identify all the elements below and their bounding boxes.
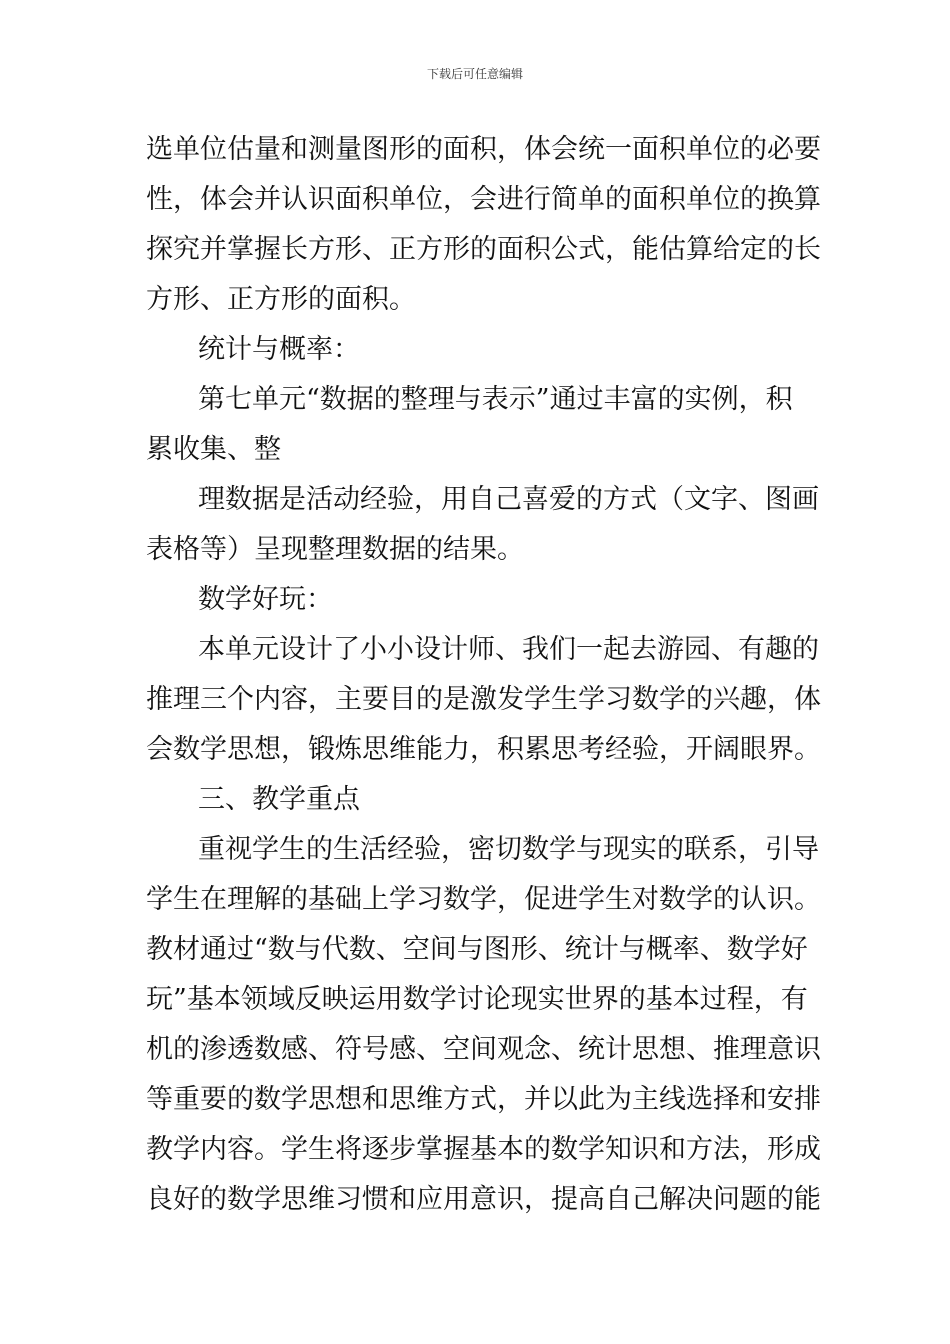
text-line: 机的渗透数感、符号感、空间观念、统计思想、推理意识 bbox=[146, 1034, 821, 1065]
section-heading: 三、教学重点 bbox=[198, 784, 360, 815]
text-line: 重视学生的生活经验，密切数学与现实的联系，引导 bbox=[198, 834, 819, 865]
section-heading: 统计与概率： bbox=[198, 334, 360, 365]
text-line: 玩”基本领域反映运用数学讨论现实世界的基本过程，有 bbox=[146, 984, 808, 1015]
text-line: 会数学思想，锻炼思维能力，积累思考经验，开阔眼界。 bbox=[146, 734, 821, 765]
text-line: 性，体会并认识面积单位，会进行简单的面积单位的换算 bbox=[146, 184, 821, 215]
text-line: 第七单元“数据的整理与表示”通过丰富的实例，积 bbox=[198, 384, 793, 415]
page-header: 下载后可任意编辑 bbox=[426, 67, 523, 81]
text-line: 方形、正方形的面积。 bbox=[146, 284, 416, 315]
text-line: 教学内容。学生将逐步掌握基本的数学知识和方法，形成 bbox=[146, 1134, 821, 1165]
text-line: 探究并掌握长方形、正方形的面积公式，能估算给定的长 bbox=[146, 234, 821, 265]
section-heading: 数学好玩： bbox=[198, 584, 333, 615]
text-line: 良好的数学思维习惯和应用意识，提高自己解决问题的能 bbox=[146, 1184, 821, 1215]
text-line: 选单位估量和测量图形的面积，体会统一面积单位的必要 bbox=[146, 134, 821, 165]
text-line: 等重要的数学思想和思维方式，并以此为主线选择和安排 bbox=[146, 1084, 821, 1115]
text-line: 本单元设计了小小设计师、我们一起去游园、有趣的 bbox=[198, 634, 819, 665]
text-line: 学生在理解的基础上学习数学，促进学生对数学的认识。 bbox=[146, 884, 821, 915]
text-line: 表格等）呈现整理数据的结果。 bbox=[146, 534, 524, 565]
text-line: 累收集、整 bbox=[146, 434, 281, 465]
text-line: 教材通过“数与代数、空间与图形、统计与概率、数学好 bbox=[146, 934, 808, 965]
text-line: 推理三个内容，主要目的是激发学生学习数学的兴趣，体 bbox=[146, 684, 821, 715]
text-line: 理数据是活动经验，用自己喜爱的方式（文字、图画 bbox=[198, 484, 819, 515]
